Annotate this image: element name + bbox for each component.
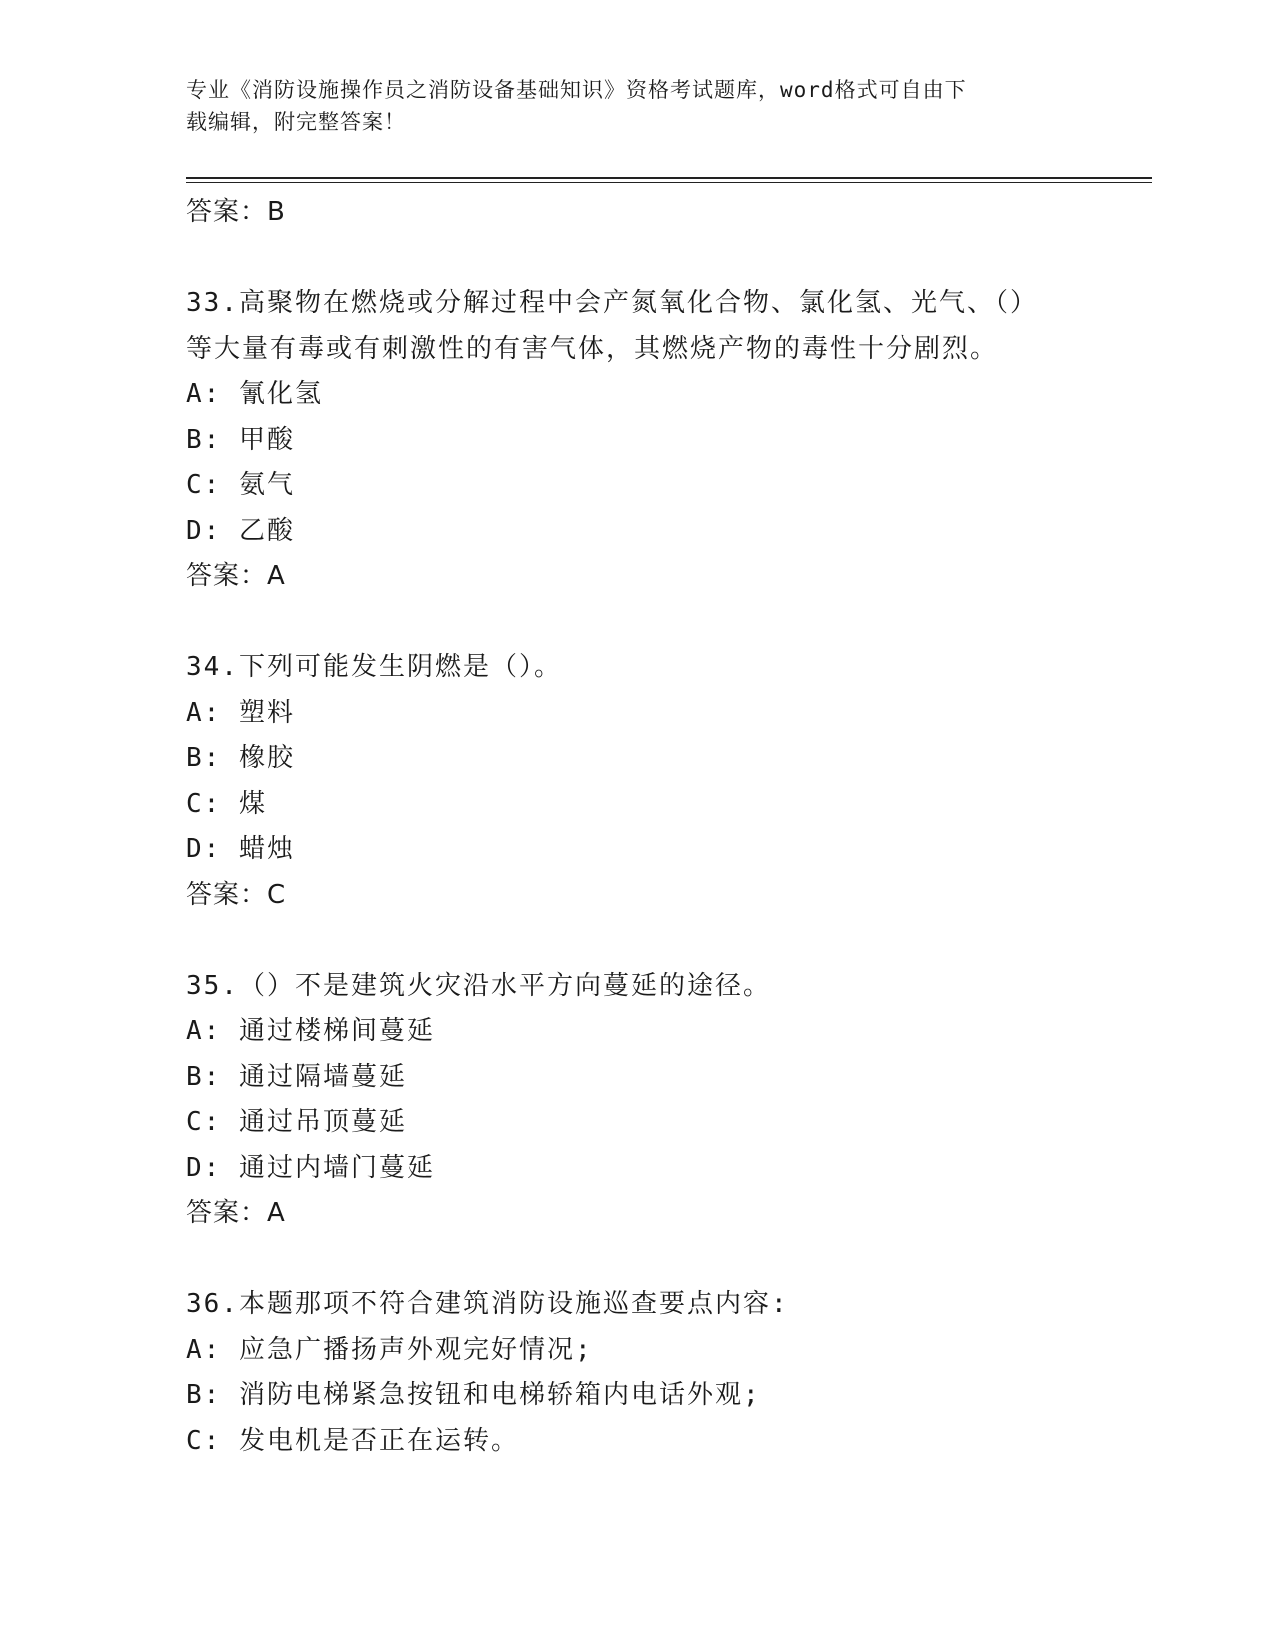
option-b: B: 橡胶 [186, 743, 295, 773]
option-b: B: 通过隔墙蔓延 [186, 1061, 407, 1092]
header-line-1: 专业《消防设施操作员之消防设备基础知识》资格考试题库，word格式可自由下 [186, 78, 967, 102]
question-list [186, 190, 1086, 1464]
header-divider-thick [186, 177, 1152, 179]
option-a: A: 塑料 [186, 697, 295, 728]
option-c: C: 氨气 [186, 470, 295, 500]
header-line-2: 载编辑，附完整答案！ [186, 110, 406, 134]
question-stem-line: 33.高聚物在燃烧或分解过程中会产氮氧化合物、氯化氢、光气、（） [186, 288, 1038, 318]
question-stem-line: 34.下列可能发生阴燃是（）。 [186, 652, 562, 682]
option-d: D: 乙酸 [186, 515, 295, 546]
document-header [186, 74, 1066, 138]
option-a: A: 通过楼梯间蔓延 [186, 1016, 435, 1046]
spacer [186, 236, 1086, 282]
option-c: C: 煤 [186, 788, 267, 819]
question-stem-line: 等大量有毒或有刺激性的有害气体，其燃烧产物的毒性十分剧烈。 [186, 333, 999, 364]
question-34 [186, 645, 1086, 918]
spacer [186, 1237, 1086, 1283]
question-stem-line: 36.本题那项不符合建筑消防设施巡查要点内容: [186, 1289, 789, 1319]
question-stem-line: 35.（）不是建筑火灾沿水平方向蔓延的途径。 [186, 970, 771, 1001]
spacer [186, 918, 1086, 964]
previous-answer: 答案：B [186, 197, 286, 227]
option-a: A: 氰化氢 [186, 379, 323, 409]
question-33 [186, 281, 1086, 600]
answer: 答案：A [186, 561, 286, 591]
option-d: D: 通过内墙门蔓延 [186, 1152, 435, 1183]
spacer [186, 600, 1086, 646]
option-c: C: 发电机是否正在运转。 [186, 1425, 519, 1456]
question-35 [186, 964, 1086, 1237]
answer: 答案：C [186, 879, 287, 910]
answer: 答案：A [186, 1198, 286, 1228]
option-c: C: 通过吊顶蔓延 [186, 1107, 407, 1137]
header-divider-thin [186, 182, 1152, 183]
option-a: A: 应急广播扬声外观完好情况; [186, 1334, 593, 1365]
option-b: B: 消防电梯紧急按钮和电梯轿箱内电话外观; [186, 1380, 761, 1410]
question-36 [186, 1282, 1086, 1464]
option-d: D: 蜡烛 [186, 834, 295, 864]
option-b: B: 甲酸 [186, 424, 295, 455]
